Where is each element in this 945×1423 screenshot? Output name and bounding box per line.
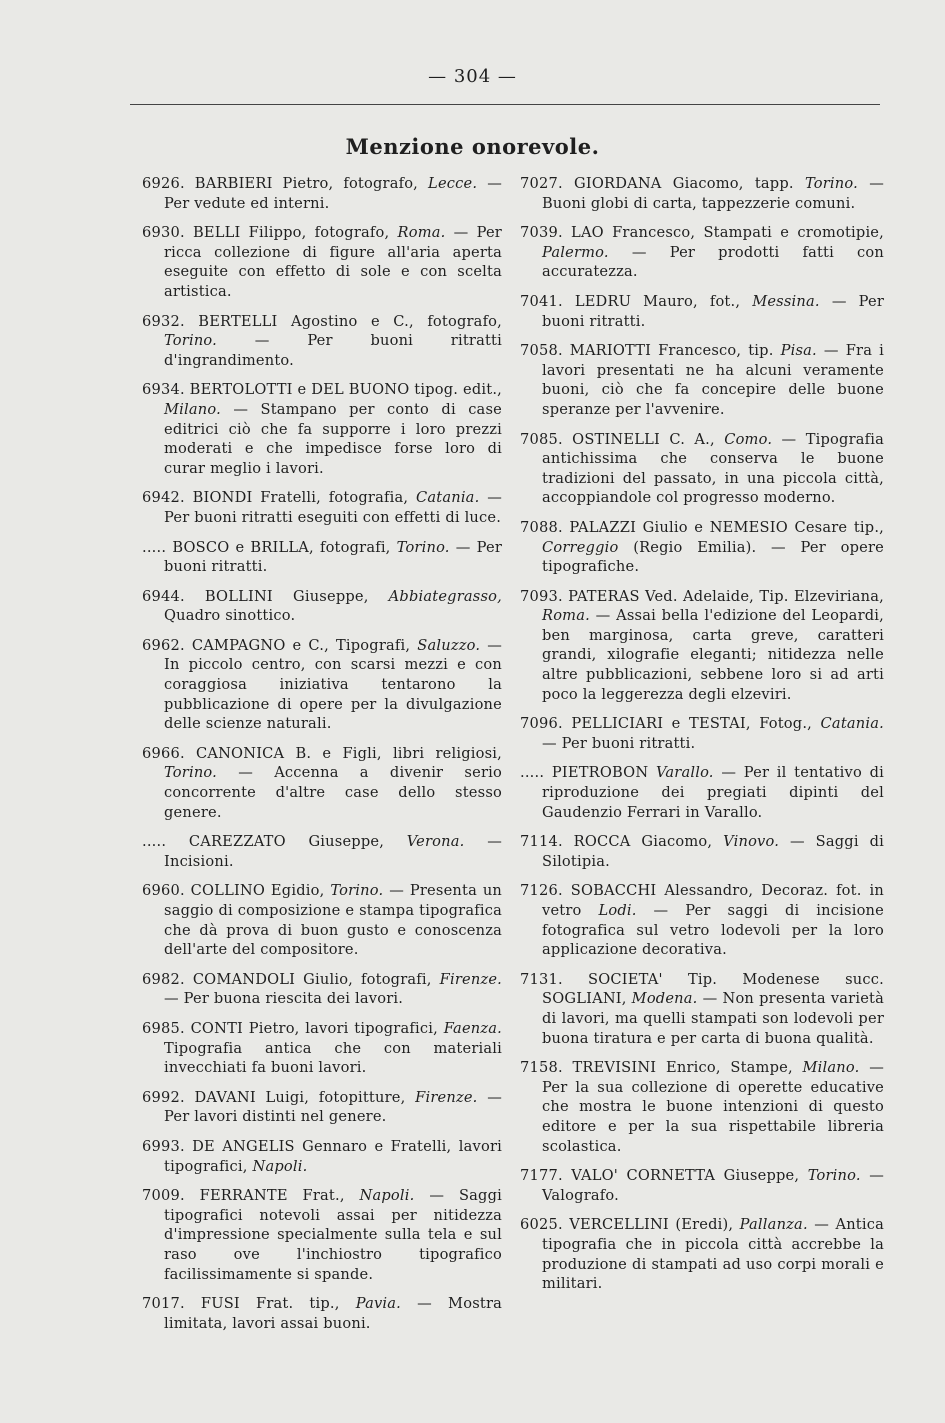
entry-name: VERCELLINI (Eredi),	[569, 1216, 734, 1234]
list-item	[142, 1137, 502, 1176]
list-item	[520, 1058, 884, 1156]
entry-place: Roma.	[397, 224, 446, 242]
list-item	[142, 744, 502, 822]
entry-place: Torino.	[804, 175, 858, 192]
entry-place: Napoli.	[252, 1157, 308, 1175]
entry-name: BARBIERI Pietro, fotografo,	[194, 175, 419, 192]
list-item	[520, 587, 884, 705]
entry-place: Lecce.	[428, 175, 478, 192]
entry-number: 7131.	[520, 970, 563, 988]
entry-number: 6944.	[142, 587, 185, 605]
entry-number: 7085.	[520, 430, 563, 448]
right-column	[520, 174, 884, 1304]
entry-place: Messina.	[752, 292, 820, 310]
entry-number: 6966.	[142, 744, 185, 762]
list-item	[520, 881, 884, 959]
entry-description: — Per buoni ritratti.	[542, 292, 885, 330]
list-item	[142, 636, 502, 734]
list-item	[142, 587, 502, 626]
list-item	[142, 1088, 502, 1127]
entry-description: — Per buoni ritratti eseguiti con effetti di luce.	[164, 489, 503, 526]
entry-description: — Per prodotti fatti con accuratezza.	[542, 243, 884, 281]
entry-name: BOSCO e BRILLA, fotografi,	[172, 538, 391, 556]
list-item	[520, 970, 884, 1048]
entry-description: — Fra i lavori presentati ne ha alcuni veramente buoni, ciò che fa concepire delle buone speranze per l'avvenire.	[542, 342, 884, 418]
entry-number: 7177.	[520, 1167, 563, 1185]
list-item	[142, 312, 502, 371]
entry-description: (Regio Emilia). — Per opere tipografiche.	[542, 538, 884, 576]
list-item	[520, 518, 884, 577]
entry-place: Torino.	[164, 332, 217, 350]
entry-place: Faenza.	[443, 1019, 503, 1037]
entry-name: CANONICA B. e Figli, libri religiosi,	[195, 744, 502, 762]
list-item	[520, 763, 884, 822]
entry-name: LAO Francesco, Stampati e cromotipie,	[571, 224, 884, 242]
entry-description: — Stampano per conto di case editrici ciò che fa supporre i loro prezzi moderati e che impedisce forse loro di curar meglio i lavori.	[164, 400, 502, 477]
list-item	[520, 714, 884, 753]
entry-description: — Per buoni ritratti.	[164, 538, 503, 576]
entry-number: 7017.	[142, 1295, 185, 1313]
list-item	[142, 1294, 502, 1333]
entry-description: — Tipografia antichissima che conserva le buone tradizioni del passato, in una piccola città, accoppiandole col progresso moderno.	[542, 430, 885, 507]
entry-place: Pisa.	[780, 342, 817, 360]
entry-description: — Per buona riescita dei lavori.	[164, 990, 404, 1008]
entry-number: 7088.	[520, 518, 563, 536]
entry-name: BOLLINI Giuseppe,	[204, 587, 369, 605]
entry-name: PALAZZI Giulio e NEMESIO Cesare tip.,	[569, 518, 884, 536]
entry-description: Tipografia antica che con materiali invecchiati fa buoni lavori.	[164, 1039, 502, 1077]
entry-place: Milano.	[164, 400, 221, 418]
entry-place: Torino.	[164, 764, 217, 782]
entry-name: FERRANTE Frat.,	[199, 1187, 345, 1205]
list-item	[520, 1166, 884, 1205]
entry-name: LEDRU Mauro, fot.,	[574, 292, 741, 310]
entry-number: 6934.	[142, 381, 185, 399]
entry-name: BERTELLI Agostino e C., fotografo,	[198, 312, 502, 330]
entry-place: Abbiategrasso,	[388, 587, 502, 605]
entry-place: Correggio	[542, 538, 619, 556]
list-item	[520, 832, 884, 871]
entry-description: — Per buoni ritratti d'ingrandimento.	[164, 332, 502, 369]
entry-place: Vinovo.	[723, 833, 780, 851]
entry-name: FUSI Frat. tip.,	[200, 1295, 340, 1313]
list-item	[520, 430, 884, 508]
entry-place: Firenze.	[415, 1088, 478, 1106]
entry-place: Firenze.	[439, 970, 503, 988]
entry-place: Varallo.	[655, 764, 714, 782]
entry-place: Como.	[724, 430, 773, 448]
entry-number: 6985.	[142, 1019, 185, 1037]
entry-description: — Valografo.	[542, 1167, 884, 1204]
list-item	[520, 292, 884, 331]
list-item	[142, 380, 502, 478]
entry-number: 6942.	[142, 489, 185, 507]
entry-description: — Assai bella l'edizione del Leopardi, ben marginosa, carta greve, caratteri grandi, xilografie eleganti; nitidezza nelle altre pubblicazioni, sebbene loro si ad arti poco la leggerezza degli elzeviri.	[542, 607, 884, 703]
entry-description: — In piccolo centro, con scarsi mezzi e con coraggiosa iniziativa tentarono la pubblicazione di opere per la divulgazione delle scienze naturali.	[164, 636, 503, 733]
entry-place: Milano.	[802, 1059, 860, 1077]
entry-number: 6025.	[520, 1216, 563, 1234]
entry-number: 7027.	[520, 175, 563, 192]
entry-name: CAMPAGNO e C., Tipografi,	[191, 636, 411, 654]
entry-description: — Incisioni.	[164, 833, 502, 870]
list-item	[142, 881, 502, 959]
entry-number: 7126.	[520, 882, 563, 900]
page-number: — 304 —	[428, 66, 517, 87]
entry-name: GIORDANA Giacomo, tapp.	[574, 175, 794, 192]
list-item	[520, 174, 884, 213]
entry-name: ROCCA Giacomo,	[573, 833, 713, 851]
entry-description: — Per ricca collezione di figure all'aria aperta eseguite con effetto di sole e con scelta artistica.	[164, 224, 502, 300]
entry-number: .....	[142, 833, 167, 851]
entry-place: Modena.	[631, 990, 698, 1008]
entry-number: .....	[142, 538, 167, 556]
entry-description: — Per la sua collezione di operette educative che mostra le buone intenzioni di questo editore e per la sua rispettabile libreria scolastica.	[542, 1059, 884, 1155]
entry-number: 7158.	[520, 1059, 563, 1077]
entry-name: COLLINO Egidio,	[190, 882, 325, 900]
entry-number: 7041.	[520, 292, 563, 310]
entry-description: — Saggi di Silotipia.	[542, 833, 884, 870]
entry-name: DAVANI Luigi, fotopitture,	[194, 1088, 406, 1106]
entry-description: — Saggi tipografici notevoli assai per nitidezza d'impressione specialmente sulla tela e sul raso ove l'inchiostro tipografico facilissimamente si spande.	[164, 1187, 503, 1283]
entry-number: 6992.	[142, 1088, 185, 1106]
section-title: Menzione onorevole.	[345, 134, 600, 159]
entry-number: 7114.	[520, 833, 563, 851]
list-item	[520, 341, 884, 419]
entry-number: 6982.	[142, 970, 185, 988]
entry-description: Quadro sinottico.	[164, 607, 296, 625]
list-item	[142, 1019, 502, 1078]
entry-place: Pallanza.	[739, 1216, 808, 1234]
entry-name: BELLI Filippo, fotografo,	[192, 224, 390, 242]
entry-description: — Per vedute ed interni.	[164, 175, 503, 212]
entry-name: VALO' CORNETTA Giuseppe,	[571, 1167, 800, 1185]
list-item	[142, 538, 502, 577]
list-item	[142, 1186, 502, 1284]
entry-number: 7058.	[520, 342, 563, 360]
entry-name: CAREZZATO Giuseppe,	[188, 833, 385, 851]
entry-description: — Per saggi di incisione fotografica sul vetro lodevoli per la loro applicazione decorativa.	[542, 902, 884, 959]
entry-name: CONTI Pietro, lavori tipografici,	[190, 1019, 438, 1037]
entry-description: — Non presenta varietà di lavori, ma quelli stampati son lodevoli per buona tiratura e per carta di buona qualità.	[542, 990, 885, 1047]
list-item	[520, 223, 884, 282]
list-item	[142, 223, 502, 301]
entry-number: 7093.	[520, 587, 563, 605]
entry-description: — Per buoni ritratti.	[542, 734, 696, 752]
entry-name: TREVISINI Enrico, Stampe,	[572, 1059, 793, 1077]
entry-name: SOBACCHI Alessandro, Decoraz. fot. in vetro	[542, 882, 884, 919]
entry-place: Lodi.	[598, 902, 637, 919]
list-item	[142, 488, 502, 527]
entry-name: PIETROBON	[551, 764, 649, 782]
entry-description: — Per lavori distinti nel genere.	[164, 1088, 503, 1126]
entry-name: PATERAS Ved. Adelaide, Tip. Elzeviriana,	[568, 587, 884, 605]
entry-number: .....	[520, 764, 545, 782]
entry-description: — Mostra limitata, lavori assai buoni.	[164, 1295, 503, 1332]
entry-description: — Presenta un saggio di composizione e stampa tipografica che dà prova di buon gusto e conoscenza dell'arte del compositore.	[164, 882, 503, 959]
entry-number: 7009.	[142, 1187, 185, 1205]
entry-place: Torino.	[807, 1167, 861, 1185]
entry-name: DE ANGELIS Gennaro e Fratelli, lavori tipografici,	[164, 1137, 503, 1175]
entry-number: 7096.	[520, 715, 563, 733]
entry-place: Saluzzo.	[417, 636, 481, 654]
entry-place: Torino.	[396, 538, 450, 556]
entry-name: PELLICIARI e TESTAI, Fotog.,	[571, 715, 813, 733]
list-item	[142, 832, 502, 871]
entry-name: OSTINELLI C. A.,	[572, 430, 715, 448]
entry-number: 6960.	[142, 882, 185, 900]
entry-number: 6930.	[142, 224, 185, 242]
entry-place: Pavia.	[355, 1295, 402, 1313]
entry-description: — Buoni globi di carta, tappezzerie comuni.	[542, 175, 884, 212]
entry-place: Napoli.	[359, 1187, 415, 1205]
entry-place: Palermo.	[542, 243, 609, 261]
list-item	[520, 1215, 884, 1293]
list-item	[142, 970, 502, 1009]
entry-place: Verona.	[406, 833, 465, 851]
entry-place: Roma.	[542, 607, 590, 625]
entry-place: Torino.	[330, 882, 384, 900]
entry-name: BIONDI Fratelli, fotografia,	[192, 489, 409, 507]
entry-name: SOCIETA' Tip. Modenese succ. SOGLIANI,	[542, 970, 884, 1008]
entry-place: Catania.	[415, 489, 480, 507]
entry-number: 6932.	[142, 312, 185, 330]
list-item	[142, 174, 502, 213]
entry-name: MARIOTTI Francesco, tip.	[569, 342, 774, 360]
entry-description: — Accenna a divenir serio concorrente d'altre case dello stesso genere.	[164, 764, 502, 821]
header-rule	[130, 104, 880, 105]
entry-place: Catania.	[820, 715, 884, 733]
entry-name: BERTOLOTTI e DEL BUONO tipog. edit.,	[189, 381, 502, 399]
entry-number: 7039.	[520, 224, 563, 242]
entry-name: COMANDOLI Giulio, fotografi,	[192, 970, 432, 988]
entry-number: 6993.	[142, 1137, 185, 1155]
entry-number: 6926.	[142, 175, 185, 192]
left-column	[142, 174, 502, 1343]
entry-number: 6962.	[142, 636, 185, 654]
entry-description: — Per il tentativo di riproduzione dei pregiati dipinti del Gaudenzio Ferrari in Varallo.	[542, 764, 885, 821]
entry-description: — Antica tipografia che in piccola città accrebbe la produzione di stampati ad uso corpi morali e militari.	[542, 1216, 885, 1293]
